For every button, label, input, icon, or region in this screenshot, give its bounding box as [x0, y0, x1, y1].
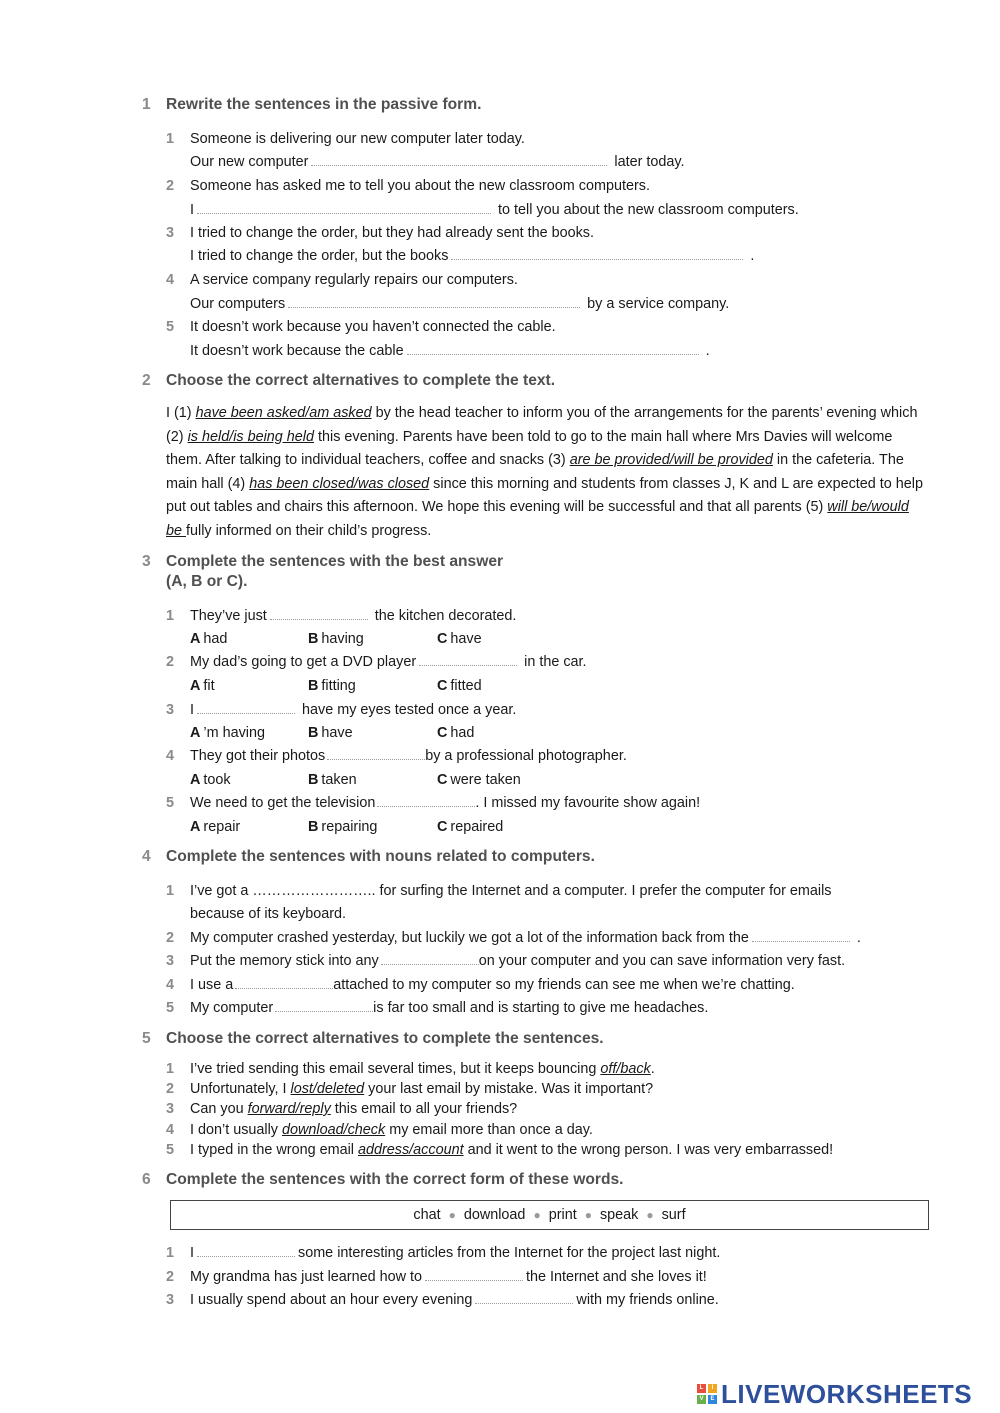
s6-item-3-sentence: I usually spend about an hour every evening with my friends online. — [190, 1292, 719, 1308]
s5-item-1-sentence: I’ve tried sending this email several times, but it keeps bouncing off/back. — [190, 1061, 655, 1077]
s1-item-3-sentence: I tried to change the order, but they had already sent the books. — [190, 225, 595, 241]
s4-item-4-blank[interactable] — [235, 976, 333, 989]
s2-choice-1[interactable]: have been asked/am asked — [195, 405, 372, 421]
s3-item-1-option-b[interactable]: B having — [308, 631, 364, 647]
s6-item-2-sentence: My grandma has just learned how to the Internet and she loves it! — [190, 1269, 707, 1285]
item-number: 4 — [166, 977, 175, 993]
s4-item-4-sentence: I use a attached to my computer so my friends can see me when we’re chatting. — [190, 977, 795, 993]
word-bank-box — [170, 1200, 929, 1230]
word-bank-word: speak — [599, 1207, 639, 1223]
word-bank-word: download — [463, 1207, 526, 1223]
section-6-title: Complete the sentences with the correct form of these words. — [166, 1171, 624, 1188]
logo-text: LIVEWORKSHEETS — [721, 1378, 973, 1409]
s4-item-1-blank[interactable]: …………………….. — [252, 883, 376, 899]
s1-item-3-answer-line: I tried to change the order, but the books . — [190, 248, 755, 264]
s5-item-3-choice[interactable]: forward/reply — [247, 1101, 331, 1117]
s3-item-2-sentence: My dad’s going to get a DVD player in the car. — [190, 654, 587, 670]
word-bank-word: chat — [413, 1207, 441, 1223]
section-3-title: Complete the sentences with the best answer — [166, 553, 504, 570]
s3-item-3-option-a[interactable]: A ’m having — [190, 725, 265, 741]
word-bank-word: surf — [661, 1207, 686, 1223]
s3-item-2-option-c[interactable]: C fitted — [437, 678, 482, 694]
s3-item-2-option-b[interactable]: B fitting — [308, 678, 356, 694]
s3-item-2-blank[interactable] — [419, 653, 517, 666]
item-number: 4 — [166, 1122, 175, 1138]
s5-item-2-sentence: Unfortunately, I lost/deleted your last email by mistake. Was it important? — [190, 1081, 654, 1097]
s2-choice-3[interactable]: are be provided/will be provided — [569, 452, 773, 468]
section-3-heading: 3 Complete the sentences with the best answer (A, B or C). — [142, 553, 504, 590]
s4-item-1-sentence: I’ve got a …………………….. for surfing the Internet and a computer. I prefer the computer for emails — [190, 883, 832, 899]
s3-item-1-sentence: They’ve just the kitchen decorated. — [190, 608, 517, 624]
s1-item-4-sentence: A service company regularly repairs our computers. — [190, 272, 518, 288]
item-number: 1 — [166, 1245, 175, 1261]
item-number: 2 — [166, 930, 175, 946]
s5-item-5-sentence: I typed in the wrong email address/account and it went to the wrong person. I was very embarrassed! — [190, 1142, 834, 1158]
item-number: 5 — [166, 319, 175, 335]
liveworksheets-logo — [697, 1379, 972, 1409]
logo-block: L — [697, 1384, 706, 1393]
s3-item-3-option-b[interactable]: B have — [308, 725, 353, 741]
item-number: 3 — [166, 702, 175, 718]
s2-choice-4[interactable]: has been closed/was closed — [249, 475, 430, 492]
bullet-icon: ● — [533, 1208, 541, 1222]
s4-item-2-blank[interactable] — [752, 929, 850, 942]
item-number: 2 — [166, 1081, 175, 1097]
section-1-heading: 1 Rewrite the sentences in the passive form. — [142, 96, 482, 113]
section-5-title: Choose the correct alternatives to complete the sentences. — [166, 1030, 604, 1047]
logo-block: V — [697, 1395, 706, 1404]
item-number: 3 — [166, 225, 175, 241]
s3-item-5-blank[interactable] — [377, 794, 475, 807]
s3-item-4-option-b[interactable]: B taken — [308, 772, 357, 788]
s1-item-2-sentence: Someone has asked me to tell you about the new classroom computers. — [190, 178, 650, 194]
s1-item-2-blank[interactable] — [197, 201, 491, 214]
s1-item-4-answer-line: Our computers by a service company. — [190, 296, 730, 312]
section-1-title: Rewrite the sentences in the passive form. — [166, 96, 482, 113]
bullet-icon: ● — [646, 1208, 654, 1222]
s5-item-4-choice[interactable]: download/check — [282, 1122, 386, 1138]
s6-item-1-blank[interactable] — [197, 1244, 295, 1257]
item-number: 1 — [166, 608, 175, 624]
s3-item-4-option-c[interactable]: C were taken — [437, 772, 521, 788]
s3-item-1-option-a[interactable]: A had — [190, 631, 228, 647]
item-number: 1 — [166, 131, 175, 147]
s1-item-1-blank[interactable] — [311, 153, 607, 166]
item-number: 3 — [166, 953, 175, 969]
logo-block: E — [708, 1395, 717, 1404]
s3-item-2-option-a[interactable]: A fit — [190, 678, 215, 694]
section-4-title: Complete the sentences with nouns related to computers. — [166, 848, 595, 865]
s3-item-5-option-b[interactable]: B repairing — [308, 819, 378, 835]
item-number: 3 — [166, 1292, 175, 1308]
s3-item-3-blank[interactable] — [197, 701, 295, 714]
item-number: 3 — [166, 1101, 175, 1117]
s6-item-3-blank[interactable] — [475, 1291, 573, 1304]
logo-block: I — [708, 1384, 717, 1393]
s3-item-4-option-a[interactable]: A took — [190, 772, 231, 788]
item-number: 1 — [166, 883, 175, 899]
s4-item-3-blank[interactable] — [381, 952, 479, 965]
s4-item-1-sentence-cont: because of its keyboard. — [190, 906, 346, 922]
section-6-heading: 6 Complete the sentences with the correct form of these words. — [142, 1171, 624, 1188]
item-number: 2 — [166, 178, 175, 194]
s1-item-5-blank[interactable] — [407, 342, 699, 355]
s3-item-3-sentence: I have my eyes tested once a year. — [190, 702, 517, 718]
s6-item-1-sentence: I some interesting articles from the Internet for the project last night. — [190, 1245, 721, 1261]
item-number: 4 — [166, 272, 175, 288]
section-3-title-line2: (A, B or C). — [166, 573, 248, 590]
item-number: 5 — [166, 1142, 175, 1158]
s3-item-5-option-a[interactable]: A repair — [190, 819, 241, 835]
section-2-heading: 2 Choose the correct alternatives to complete the text. — [142, 372, 556, 389]
item-number: 1 — [166, 1061, 175, 1077]
s5-item-2-choice[interactable]: lost/deleted — [290, 1081, 365, 1097]
s5-item-1-choice[interactable]: off/back — [600, 1061, 651, 1077]
item-number: 5 — [166, 1000, 175, 1016]
s5-item-4-sentence: I don’t usually download/check my email more than once a day. — [190, 1122, 593, 1138]
item-number: 4 — [166, 748, 175, 764]
s5-item-3-sentence: Can you forward/reply this email to all your friends? — [190, 1101, 518, 1117]
logo-blocks-icon — [697, 1384, 717, 1404]
bullet-icon: ● — [584, 1208, 592, 1222]
s3-item-4-sentence: They got their photos by a professional photographer. — [190, 748, 627, 764]
s2-choice-2[interactable]: is held/is being held — [187, 428, 314, 445]
s1-item-2-answer-line: I to tell you about the new classroom computers. — [190, 202, 799, 218]
s2-paragraph: I (1) have been asked/am asked by the head teacher to inform you of the arrangements for the parents’ evening which (2) is held/is being held this evening. Parents have been told to go to the main hall where Mrs Davies will welcome them. After talking to individual teachers, coffee and snacks (3) are be provided/will be provided in the cafeteria. The main hall (4) has been closed/was closed since this morning and students from classes J, K and L are expected to help put out tables and chairs this afternoon. We hope this evening will be successful and that all parents (5) will be/would be fully informed on their child’s progress. — [166, 405, 924, 539]
s4-item-2-sentence: My computer crashed yesterday, but luckily we got a lot of the information back from the . — [190, 930, 861, 946]
s2-choice-5[interactable]: will be/would be — [166, 499, 909, 539]
item-number: 2 — [166, 654, 175, 670]
s1-item-4-blank[interactable] — [288, 295, 580, 308]
item-number: 2 — [166, 1269, 175, 1285]
s4-item-5-sentence: My computer is far too small and is starting to give me headaches. — [190, 1000, 709, 1016]
item-number: 5 — [166, 795, 175, 811]
s5-item-5-choice[interactable]: address/account — [357, 1142, 464, 1158]
s1-item-5-sentence: It doesn’t work because you haven’t connected the cable. — [190, 319, 556, 335]
section-5-heading: 5 Choose the correct alternatives to complete the sentences. — [142, 1030, 604, 1047]
s1-item-1-answer-line: Our new computer later today. — [190, 154, 685, 170]
s3-item-5-sentence: We need to get the television . I missed my favourite show again! — [190, 795, 701, 811]
s3-item-1-blank[interactable] — [270, 607, 368, 620]
section-2-title: Choose the correct alternatives to complete the text. — [166, 372, 556, 389]
s3-item-3-option-c[interactable]: C had — [437, 725, 475, 741]
s4-item-5-blank[interactable] — [275, 999, 373, 1012]
section-4-heading: 4 Complete the sentences with nouns related to computers. — [142, 848, 595, 865]
s3-item-4-blank[interactable] — [327, 747, 425, 760]
s1-item-5-answer-line: It doesn’t work because the cable . — [190, 343, 710, 359]
bullet-icon: ● — [448, 1208, 456, 1222]
s3-item-1-option-c[interactable]: C have — [437, 631, 482, 647]
s6-item-2-blank[interactable] — [425, 1268, 523, 1281]
s1-item-3-blank[interactable] — [451, 247, 743, 260]
s1-item-1-sentence: Someone is delivering our new computer later today. — [190, 131, 525, 147]
word-bank-word: print — [548, 1207, 577, 1223]
s3-item-5-option-c[interactable]: C repaired — [437, 819, 504, 835]
s4-item-3-sentence: Put the memory stick into any on your computer and you can save information very fast. — [190, 953, 846, 969]
